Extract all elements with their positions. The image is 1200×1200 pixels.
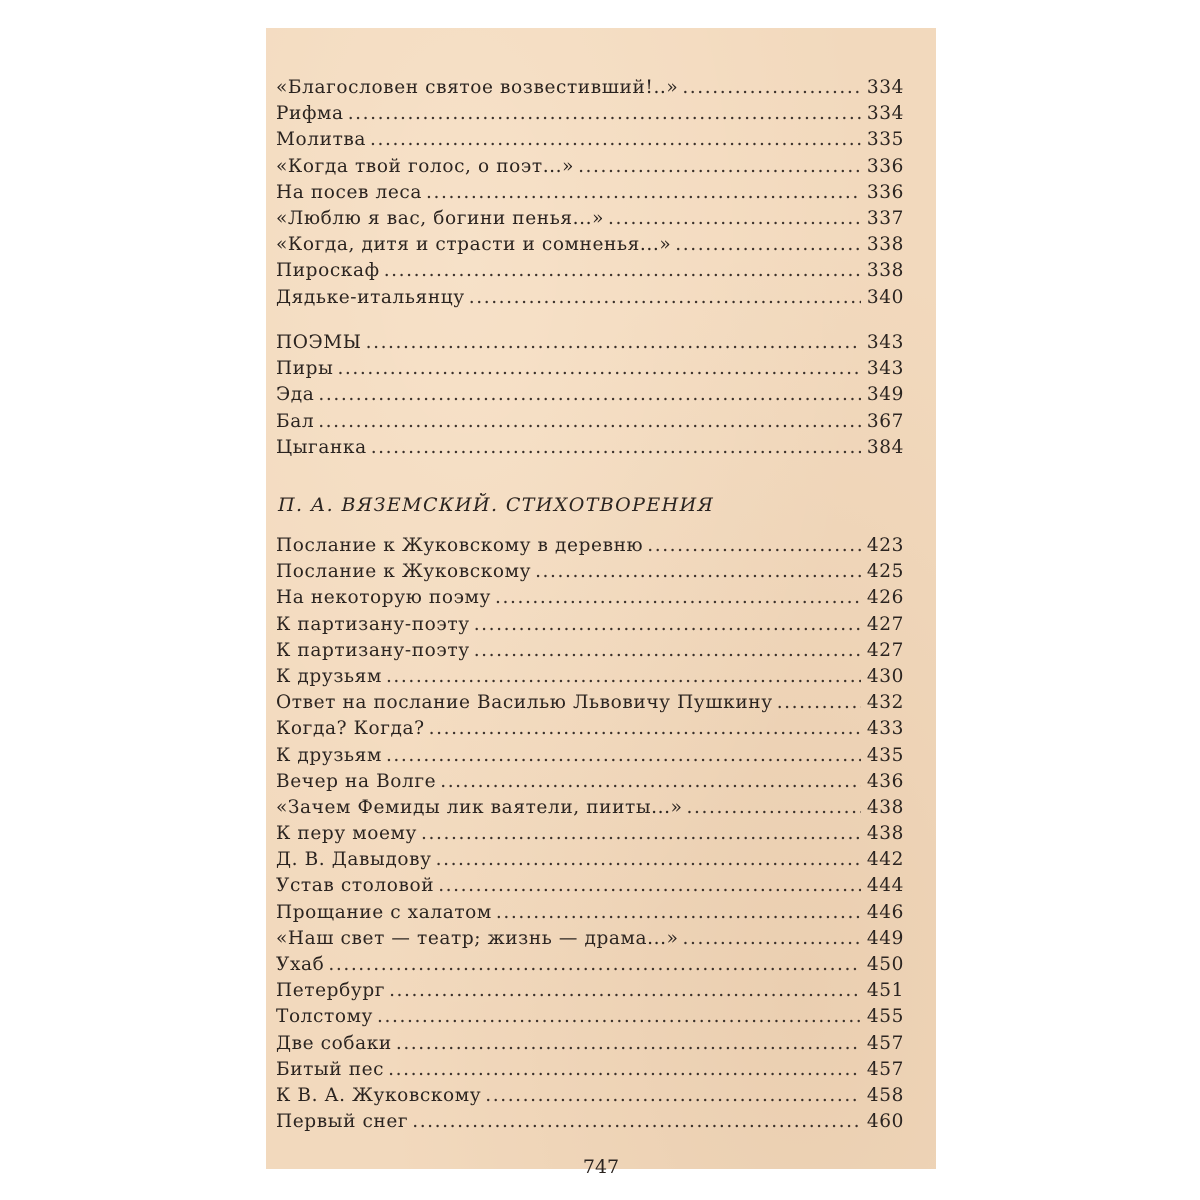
dot-leader bbox=[469, 285, 861, 311]
toc-entry bbox=[276, 690, 904, 716]
dot-leader bbox=[474, 638, 861, 664]
entry-page-number: 442 bbox=[866, 849, 904, 871]
entry-title: «Благословен святое возвестивший!..» bbox=[276, 77, 679, 98]
entry-title: Пироскаф bbox=[276, 260, 380, 282]
entry-title: «Наш свет — театр; жизнь — драма...» bbox=[276, 927, 679, 949]
entry-title: «Когда твой голос, о поэт...» bbox=[276, 155, 575, 177]
entry-title: Пиры bbox=[276, 358, 334, 380]
dot-leader bbox=[388, 1057, 861, 1083]
toc-section-vyazemsky bbox=[276, 533, 904, 1135]
entry-page-number: 432 bbox=[866, 692, 904, 714]
toc-entry bbox=[276, 978, 904, 1004]
entry-title: «Зачем Фемиды лик ваятели, пииты...» bbox=[276, 796, 683, 818]
toc-entry bbox=[276, 795, 904, 821]
entry-page-number: 384 bbox=[866, 436, 904, 458]
dot-leader bbox=[371, 435, 861, 461]
dot-leader bbox=[412, 1109, 861, 1135]
toc-entry bbox=[276, 664, 904, 690]
dot-leader bbox=[440, 769, 861, 795]
toc-entry bbox=[276, 1057, 904, 1083]
entry-page-number: 457 bbox=[866, 1058, 904, 1080]
dot-leader bbox=[421, 821, 861, 847]
dot-leader bbox=[438, 873, 861, 899]
toc-entry bbox=[276, 232, 904, 258]
toc-entry bbox=[276, 559, 904, 585]
entry-page-number: 349 bbox=[866, 384, 904, 406]
toc-section-1 bbox=[276, 75, 904, 311]
dot-leader bbox=[386, 743, 861, 769]
toc-entry bbox=[276, 900, 904, 926]
dot-leader bbox=[337, 356, 860, 382]
entry-page-number: 458 bbox=[866, 1084, 904, 1106]
dot-leader bbox=[370, 127, 861, 153]
dot-leader bbox=[386, 664, 861, 690]
entry-page-number: 435 bbox=[866, 744, 904, 766]
entry-page-number: 433 bbox=[866, 718, 904, 740]
entry-page-number: 423 bbox=[866, 535, 904, 556]
entry-page-number: 436 bbox=[866, 770, 904, 792]
entry-title: На посев леса bbox=[276, 181, 423, 203]
toc-entry bbox=[276, 75, 904, 101]
entry-page-number: 455 bbox=[866, 1006, 904, 1028]
dot-leader bbox=[535, 559, 861, 585]
entry-title: ПОЭМЫ bbox=[276, 332, 362, 353]
dot-leader bbox=[777, 690, 861, 716]
dot-leader bbox=[328, 952, 861, 978]
entry-title: Дядьке-итальянцу bbox=[276, 286, 465, 308]
toc-entry bbox=[276, 716, 904, 742]
entry-page-number: 449 bbox=[866, 927, 904, 949]
dot-leader bbox=[318, 382, 860, 408]
toc-entry bbox=[276, 206, 904, 232]
toc-entry bbox=[276, 285, 904, 311]
entry-page-number: 430 bbox=[866, 665, 904, 687]
entry-title: Первый снег bbox=[276, 1111, 409, 1133]
entry-title: К перу моему bbox=[276, 823, 418, 845]
toc-list bbox=[276, 75, 904, 311]
dot-leader bbox=[495, 585, 861, 611]
dot-leader bbox=[384, 258, 861, 284]
entry-page-number: 457 bbox=[866, 1032, 904, 1054]
dot-leader bbox=[426, 180, 861, 206]
toc-list bbox=[276, 330, 904, 461]
toc-entry bbox=[276, 180, 904, 206]
dot-leader bbox=[389, 978, 861, 1004]
entry-title: Вечер на Волге bbox=[276, 770, 437, 792]
entry-page-number: 343 bbox=[866, 358, 904, 380]
entry-page-number: 427 bbox=[866, 639, 904, 661]
entry-title: Прощание с халатом bbox=[276, 901, 492, 923]
entry-page-number: 426 bbox=[866, 587, 904, 609]
toc-entry bbox=[276, 258, 904, 284]
entry-page-number: 338 bbox=[866, 260, 904, 282]
dot-leader bbox=[683, 926, 861, 952]
entry-title: К партизану-поэту bbox=[276, 639, 470, 661]
entry-page-number: 450 bbox=[866, 954, 904, 975]
toc-entry bbox=[276, 101, 904, 127]
entry-title: «Люблю я вас, богини пенья...» bbox=[276, 207, 605, 229]
entry-title: Послание к Жуковскому bbox=[276, 561, 532, 583]
dot-leader bbox=[436, 847, 861, 873]
dot-leader bbox=[474, 612, 861, 638]
toc-entry bbox=[276, 585, 904, 611]
dot-leader bbox=[377, 1004, 861, 1030]
entry-title: Ответ на послание Василью Львовичу Пушкину bbox=[276, 692, 773, 714]
dot-leader bbox=[396, 1031, 861, 1057]
dot-leader bbox=[682, 75, 861, 101]
entry-page-number: 460 bbox=[866, 1111, 904, 1133]
entry-page-number: 334 bbox=[866, 77, 904, 98]
toc-entry bbox=[276, 769, 904, 795]
entry-title: Эда bbox=[276, 384, 315, 406]
dot-leader bbox=[687, 795, 861, 821]
entry-page-number: 427 bbox=[866, 613, 904, 635]
toc-entry bbox=[276, 356, 904, 382]
toc-entry bbox=[276, 1083, 904, 1109]
toc-entry bbox=[276, 1004, 904, 1030]
entry-title: Молитва bbox=[276, 129, 367, 151]
toc-entry bbox=[276, 435, 904, 461]
toc-section-poems bbox=[276, 330, 904, 461]
dot-leader bbox=[366, 330, 861, 356]
entry-page-number: 340 bbox=[866, 286, 904, 308]
toc-list bbox=[276, 533, 904, 1135]
toc-entry bbox=[276, 382, 904, 408]
entry-title: Две собаки bbox=[276, 1032, 392, 1054]
entry-page-number: 337 bbox=[866, 207, 904, 229]
entry-page-number: 446 bbox=[866, 901, 904, 923]
toc-entry bbox=[276, 821, 904, 847]
toc-entry bbox=[276, 612, 904, 638]
entry-title: «Когда, дитя и страсти и сомненья...» bbox=[276, 234, 672, 256]
toc-entry bbox=[276, 638, 904, 664]
toc-entry bbox=[276, 743, 904, 769]
toc-entry bbox=[276, 1031, 904, 1057]
entry-title: К В. А. Жуковскому bbox=[276, 1084, 482, 1106]
dot-leader bbox=[647, 533, 861, 559]
entry-page-number: 451 bbox=[866, 980, 904, 1002]
entry-title: Когда? Когда? bbox=[276, 718, 425, 740]
entry-title: К друзьям bbox=[276, 665, 382, 687]
section-heading: П. А. ВЯЗЕМСКИЙ. СТИХОТВОРЕНИЯ bbox=[278, 494, 715, 516]
entry-page-number: 343 bbox=[866, 332, 904, 353]
entry-page-number: 444 bbox=[866, 875, 904, 897]
entry-title: Толстому bbox=[276, 1006, 374, 1028]
dot-leader bbox=[429, 716, 861, 742]
dot-leader bbox=[348, 101, 861, 127]
entry-title: Д. В. Давыдову bbox=[276, 849, 432, 871]
entry-page-number: 425 bbox=[866, 561, 904, 583]
toc-entry bbox=[276, 952, 904, 978]
dot-leader bbox=[578, 154, 861, 180]
toc-entry bbox=[276, 409, 904, 435]
entry-title: Ухаб bbox=[276, 954, 325, 975]
dot-leader bbox=[318, 409, 861, 435]
entry-title: На некоторую поэму bbox=[276, 587, 492, 609]
dot-leader bbox=[608, 206, 861, 232]
entry-title: Петербург bbox=[276, 980, 386, 1002]
entry-title: Рифма bbox=[276, 103, 344, 125]
toc-entry bbox=[276, 1109, 904, 1135]
entry-page-number: 335 bbox=[866, 129, 904, 151]
entry-title: К друзьям bbox=[276, 744, 382, 766]
toc-entry bbox=[276, 127, 904, 153]
entry-page-number: 438 bbox=[866, 796, 904, 818]
entry-title: Битый пес bbox=[276, 1058, 385, 1080]
entry-page-number: 338 bbox=[866, 234, 904, 256]
toc-entry bbox=[276, 847, 904, 873]
toc-entry bbox=[276, 926, 904, 952]
entry-page-number: 438 bbox=[866, 823, 904, 845]
dot-leader bbox=[485, 1083, 861, 1109]
entry-page-number: 334 bbox=[866, 103, 904, 125]
page-number: 747 bbox=[582, 1156, 620, 1178]
toc-entry bbox=[276, 873, 904, 899]
entry-page-number: 336 bbox=[866, 155, 904, 177]
dot-leader bbox=[675, 232, 861, 258]
entry-page-number: 336 bbox=[866, 181, 904, 203]
toc-entry bbox=[276, 533, 904, 559]
entry-title: Послание к Жуковскому в деревню bbox=[276, 535, 644, 556]
book-page bbox=[266, 28, 936, 1178]
entry-title: Бал bbox=[276, 410, 315, 432]
toc-entry bbox=[276, 154, 904, 180]
entry-title: Цыганка bbox=[276, 436, 367, 458]
entry-page-number: 367 bbox=[866, 410, 904, 432]
entry-title: К партизану-поэту bbox=[276, 613, 470, 635]
toc-entry bbox=[276, 330, 904, 356]
entry-title: Устав столовой bbox=[276, 875, 435, 897]
dot-leader bbox=[496, 900, 861, 926]
